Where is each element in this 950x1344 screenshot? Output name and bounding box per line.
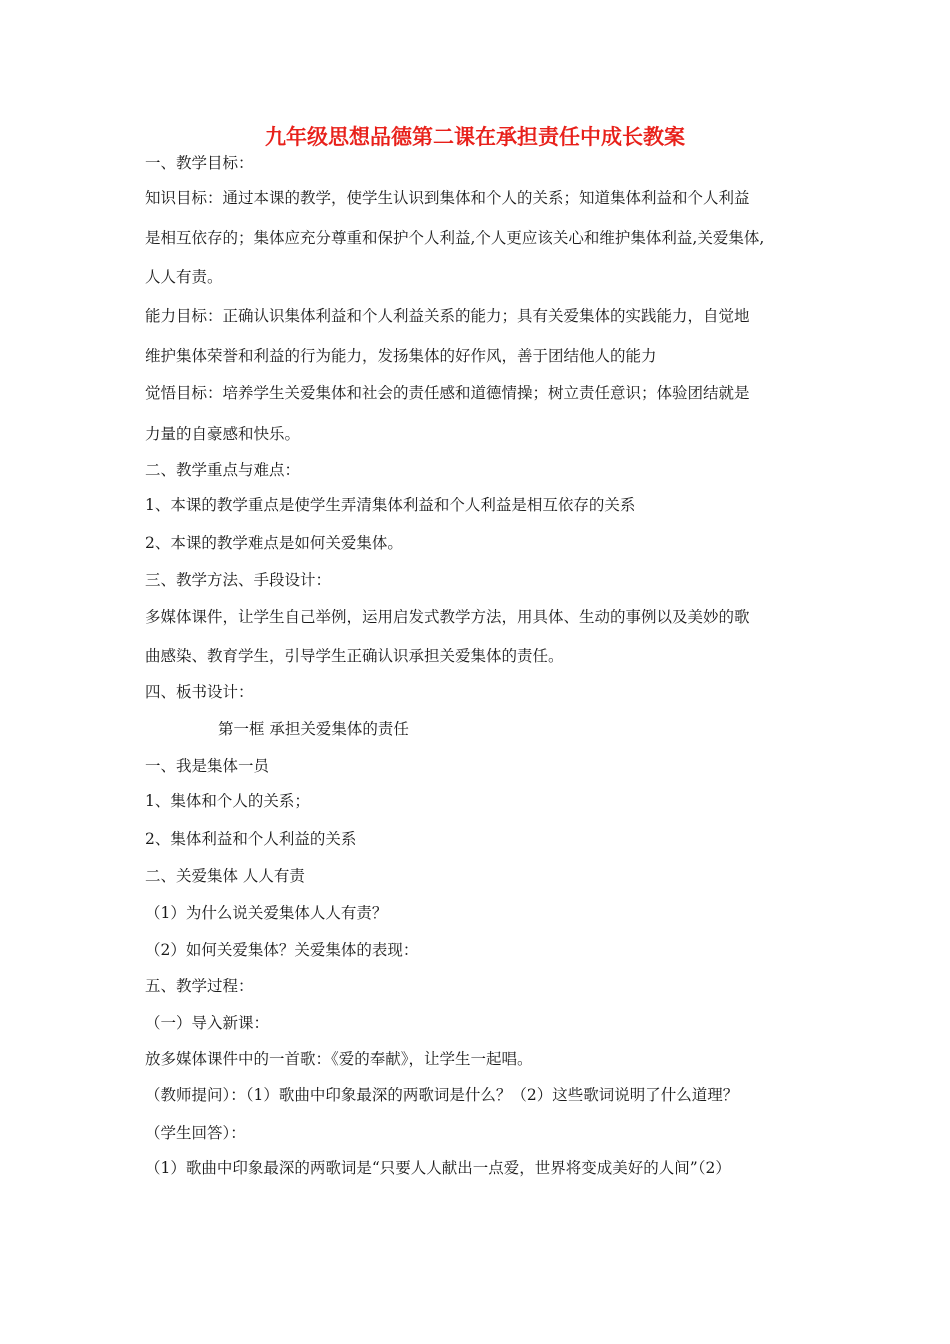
text-line: 二、教学重点与难点： xyxy=(145,461,301,479)
text-line: 1、本课的教学重点是使学生弄清集体利益和个人利益是相互依存的关系 xyxy=(145,496,636,514)
text-line: 力量的自豪感和快乐。 xyxy=(145,425,301,443)
text-line: 是相互依存的；集体应充分尊重和保护个人利益,个人更应该关心和维护集体利益,关爱集体, xyxy=(145,229,765,247)
text-line: 多媒体课件，让学生自己举例，运用启发式教学方法，用具体、生动的事例以及美妙的歌 xyxy=(145,608,750,626)
text-line: （一）导入新课： xyxy=(145,1014,270,1032)
text-line: （教师提问）：（1）歌曲中印象最深的两歌词是什么？（2）这些歌词说明了什么道理？ xyxy=(145,1086,739,1104)
text-line: 第一框 承担关爱集体的责任 xyxy=(218,720,409,738)
text-line: 2、本课的教学难点是如何关爱集体。 xyxy=(145,534,403,552)
text-line: 人人有责。 xyxy=(145,268,223,286)
text-line: 2、集体利益和个人利益的关系 xyxy=(145,830,357,848)
text-line: 能力目标：正确认识集体利益和个人利益关系的能力；具有关爱集体的实践能力，自觉地 xyxy=(145,307,750,325)
text-line: 一、我是集体一员 xyxy=(145,757,270,775)
text-line: 知识目标：通过本课的教学，使学生认识到集体和个人的关系；知道集体利益和个人利益 xyxy=(145,189,750,207)
text-line: （学生回答）： xyxy=(145,1124,246,1142)
text-line: （1）歌曲中印象最深的两歌词是“只要人人献出一点爱，世界将变成美好的人间”（2） xyxy=(145,1159,731,1177)
text-line: 曲感染、教育学生，引导学生正确认识承担关爱集体的责任。 xyxy=(145,647,564,665)
document-title: 九年级思想品德第二课在承担责任中成长教案 xyxy=(265,124,685,149)
text-line: 放多媒体课件中的一首歌：《爱的奉献》，让学生一起唱。 xyxy=(145,1050,533,1068)
text-line: （1）为什么说关爱集体人人有责？ xyxy=(145,904,388,922)
text-line: 维护集体荣誉和利益的行为能力，发扬集体的好作风，善于团结他人的能力 xyxy=(145,347,657,365)
text-line: （2）如何关爱集体？关爱集体的表现： xyxy=(145,941,419,959)
text-line: 三、教学方法、手段设计： xyxy=(145,571,332,589)
text-line: 二、关爱集体 人人有责 xyxy=(145,867,305,885)
text-line: 1、集体和个人的关系； xyxy=(145,792,310,810)
text-line: 一、教学目标： xyxy=(145,154,254,172)
text-line: 觉悟目标：培养学生关爱集体和社会的责任感和道德情操；树立责任意识；体验团结就是 xyxy=(145,384,750,402)
text-line: 五、教学过程： xyxy=(145,977,254,995)
text-line: 四、板书设计： xyxy=(145,683,254,701)
